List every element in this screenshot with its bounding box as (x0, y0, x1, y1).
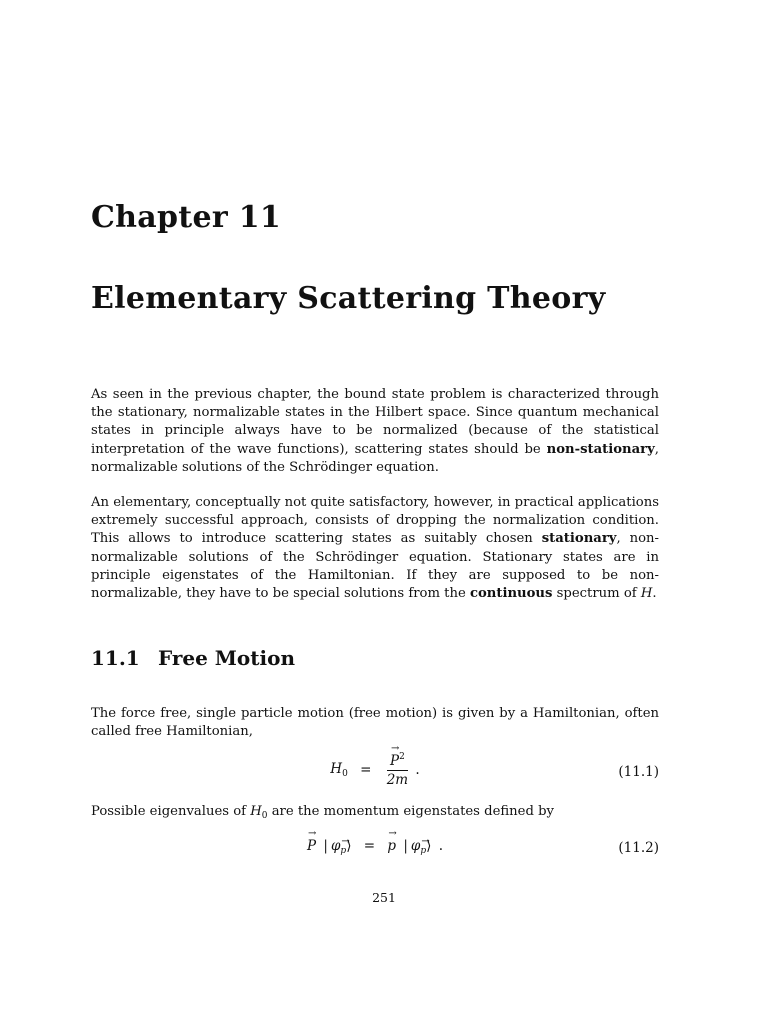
math-superscript: 2 (399, 752, 405, 762)
chapter-title: Elementary Scattering Theory (91, 281, 606, 316)
fraction (387, 752, 408, 788)
equals-sign: = (363, 838, 376, 854)
vector-symbol: → $_p$ (420, 846, 426, 856)
ket-subscript (340, 846, 346, 856)
equation-lhs (330, 761, 348, 779)
bold-term: non-stationary (546, 441, 655, 457)
math-symbol: H (250, 804, 262, 819)
equation-11-2 (91, 828, 659, 868)
vector-symbol: → P (390, 753, 399, 769)
math-symbol: 2m (386, 772, 409, 788)
ket-subscript (420, 846, 426, 856)
equation-body (91, 752, 659, 788)
section-number: 11.1 (91, 646, 140, 670)
paragraph-text: , non-normalizable solutions of the Schrödinger equation. Stationary states are in principle eigenstates of the Hamiltonian. If they are supposed to be non-normalizable, they have to be special solutions from the (91, 531, 659, 602)
paragraph-text: , normalizable solutions of the Schrödinger equation. (91, 441, 659, 475)
bold-term: stationary (541, 531, 617, 547)
equals-sign: = (360, 762, 372, 778)
equation-number: (11.1) (618, 764, 659, 780)
bold-term: continuous (469, 586, 553, 602)
fraction-numerator (387, 752, 408, 771)
chapter-label: Chapter 11 (91, 200, 282, 235)
fraction-denominator (387, 771, 408, 788)
paragraph-eigenvalues (91, 803, 659, 825)
math-subscript: 0 (342, 769, 348, 779)
equation-number: (11.2) (618, 840, 659, 856)
vector-symbol: → P (307, 838, 316, 854)
ket-close: ⟩ (426, 838, 432, 854)
math-symbol: φ (410, 838, 421, 854)
paragraph-text: are the momentum eigenstates defined by (267, 804, 554, 819)
vector-symbol: → $_p$ (340, 846, 346, 856)
equation-period: . (438, 838, 443, 854)
equation-period: . (415, 762, 420, 778)
section-heading (91, 646, 295, 670)
math-symbol: H (640, 586, 653, 602)
page-number: 251 (372, 890, 396, 905)
equation-body (91, 838, 659, 856)
paragraph-text: Possible eigenvalues of (91, 804, 251, 819)
paragraph-intro (91, 386, 659, 477)
paragraph-text: . (652, 586, 657, 602)
section-title: Free Motion (158, 646, 295, 670)
paragraph-text: spectrum of (552, 586, 641, 602)
paragraph-text: As seen in the previous chapter, the bound state problem is characterized through the stationary, normalizable states in the Hilbert space. Since quantum mechanical states in principle always have to be normalized (because of the statistical interpretation of the wave functions), scattering states should be (91, 387, 659, 457)
math-subscript: 0 (261, 811, 268, 821)
paragraph-text: An elementary, conceptually not quite satisfactory, however, in practical applications extremely successful approach, consists of dropping the normalization condition. This allows to introduce scattering states as suitably chosen (91, 495, 659, 547)
ket-close: ⟩ (346, 838, 352, 854)
vector-symbol: → p (387, 838, 396, 854)
math-symbol: H (330, 761, 343, 777)
equation-11-1 (91, 752, 659, 792)
bra-bar: | (403, 838, 408, 854)
paragraph-free-motion: The force free, single particle motion (free motion) is given by a Hamiltonian, often called free Hamiltonian, (91, 706, 659, 740)
paragraph-approach (91, 494, 659, 603)
math-symbol: φ (330, 838, 341, 854)
bra-bar: | (323, 838, 328, 854)
